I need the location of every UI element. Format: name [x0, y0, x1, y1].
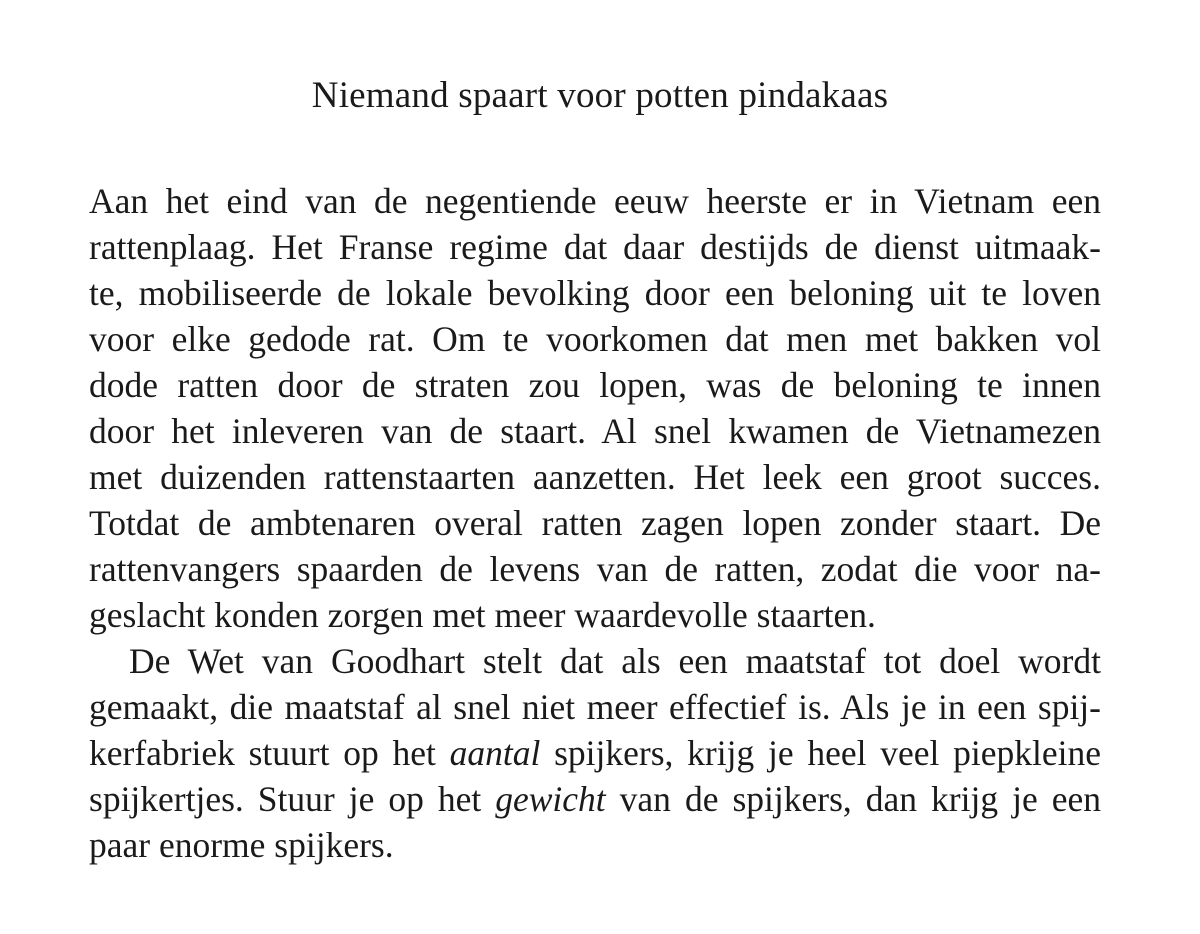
paragraph-2-line-3-before: kerfabriek stuurt op het	[89, 733, 450, 773]
chapter-title: Niemand spaart voor potten pindakaas	[311, 75, 889, 116]
paragraph-1-line-3: te, mobiliseerde de lokale bevolking door een beloning uit te loven	[89, 273, 1101, 313]
paragraph-1-line-7: met duizenden rattenstaarten aanzetten. Het leek een groot succes.	[89, 457, 1101, 497]
emphasis-gewicht: gewicht	[495, 779, 606, 819]
paragraph-2-line-4-before: spijkertjes. Stuur je op het	[89, 779, 496, 819]
paragraph-1-line-6: door het inleveren van de staart. Al snel kwamen de Vietnamezen	[89, 411, 1101, 451]
emphasis-aantal: aantal	[449, 733, 541, 773]
paragraph-1-line-5: dode ratten door de straten zou lopen, was de beloning te innen	[89, 365, 1101, 405]
paragraph-2-line-3	[89, 732, 1101, 774]
paragraph-2-line-3-after: spijkers, krijg je heel veel piepkleine	[540, 733, 1101, 773]
paragraph-2-line-4	[89, 778, 1101, 820]
paragraph-1-line-10: geslacht konden zorgen met meer waardevolle staarten.	[89, 595, 876, 635]
paragraph-1-line-8: Totdat de ambtenaren overal ratten zagen lopen zonder staart. De	[89, 503, 1101, 543]
paragraph-2-line-1: De Wet van Goodhart stelt dat als een maatstaf tot doel wordt	[129, 641, 1101, 681]
paragraph-1-line-9: rattenvangers spaarden de levens van de ratten, zodat die voor na-	[89, 549, 1101, 589]
paragraph-2-line-4-after: van de spijkers, dan krijg je een	[605, 779, 1101, 819]
paragraph-2-line-5: paar enorme spijkers.	[89, 825, 394, 865]
paragraph-2-line-2: gemaakt, die maatstaf al snel niet meer effectief is. Als je in een spij-	[89, 687, 1101, 727]
paragraph-1-line-4: voor elke gedode rat. Om te voorkomen dat men met bakken vol	[89, 319, 1101, 359]
paragraph-1-line-2: rattenplaag. Het Franse regime dat daar destijds de dienst uitmaak-	[89, 227, 1101, 267]
paragraph-1-line-1: Aan het eind van de negentiende eeuw heerste er in Vietnam een	[89, 181, 1101, 221]
